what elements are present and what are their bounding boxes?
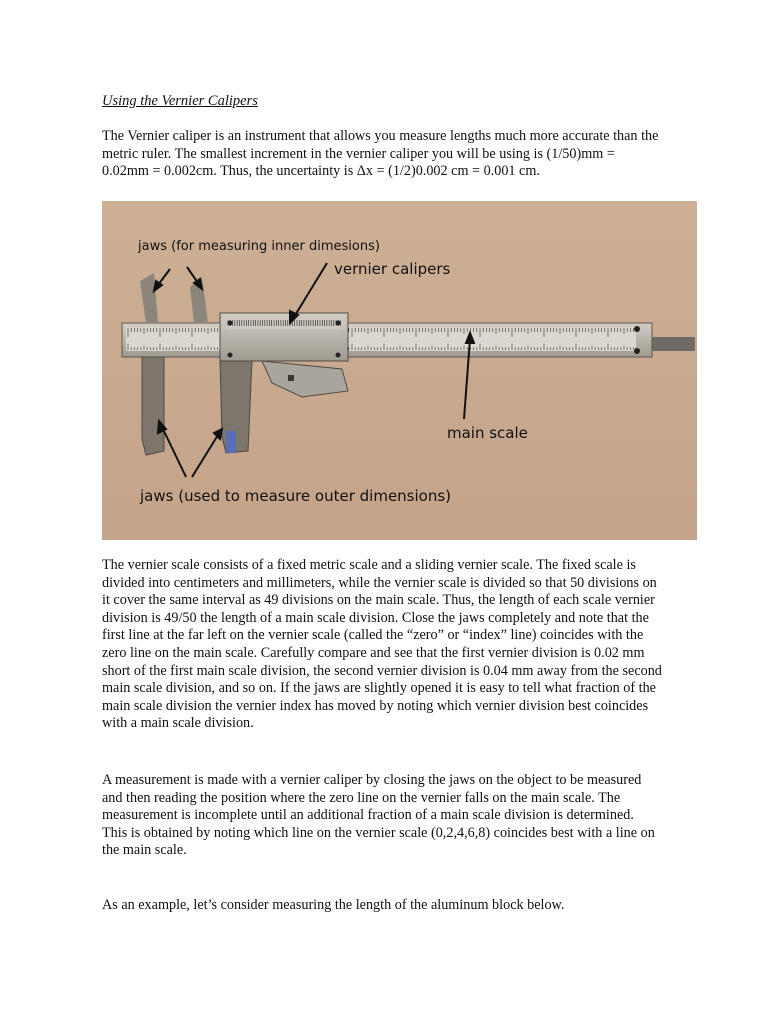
lock-screw [288, 375, 294, 381]
fixed-outer-jaw [142, 357, 164, 455]
label-inner-jaws: jaws (for measuring inner dimesions) [138, 239, 380, 254]
paragraph-vernier-scale: The vernier scale consists of a fixed metric scale and a sliding vernier scale. The fixed scale is divided into centimeters and millimeters, while the vernier scale is divided so that 50 divisions on it cover the same interval as 49 divisions on the main scale. Thus, the length of each scale vernier division is 49/50 the length of a main scale division. Close the jaws completely and note that the first line at the far left on the vernier scale (called the “zero” or “index” line) coincides with the zero line on the main scale. Carefully compare and see that the first vernier division is 0.02 mm short of the first main scale division, the second vernier division is 0.04 mm away from the second main scale division, and so on. If the jaws are slightly opened it is easy to tell what fraction of the main scale division the vernier index has moved by noting which vernier division best coincides with a main scale division. [102, 557, 662, 732]
screw [336, 321, 341, 326]
blue-marker [226, 431, 236, 453]
paragraph-measurement: A measurement is made with a vernier caliper by closing the jaws on the object to be measured and then reading the position where the zero line on the vernier falls on the main scale. The measurement is incomplete until an additional fraction of a main scale division is determined. This is obtained by noting which line on the vernier scale (0,2,4,6,8) coincides best with a line on the main scale. [102, 772, 655, 859]
caliper-illustration [102, 201, 697, 540]
screw [228, 353, 233, 358]
label-outer-jaws: jaws (used to measure outer dimensions) [140, 487, 452, 505]
screw [228, 321, 233, 326]
screw [336, 353, 341, 358]
paragraph-intro: The Vernier caliper is an instrument that allows you measure lengths much more accurate than the metric ruler. The smallest increment in the vernier caliper you will be using is (1/50)mm = 0.02mm = 0.002cm. Thus, the uncertainty is Δx = (1/2)0.002 cm = 0.001 cm. [102, 128, 659, 180]
label-main-scale: main scale [447, 424, 528, 442]
label-vernier-calipers: vernier calipers [334, 260, 451, 278]
vernier-caliper-photo [102, 201, 697, 540]
screw [634, 348, 640, 354]
document-title: Using the Vernier Calipers [102, 93, 258, 109]
screw [634, 326, 640, 332]
depth-rod [647, 337, 695, 351]
paragraph-example: As an example, let’s consider measuring the length of the aluminum block below. [102, 897, 565, 913]
